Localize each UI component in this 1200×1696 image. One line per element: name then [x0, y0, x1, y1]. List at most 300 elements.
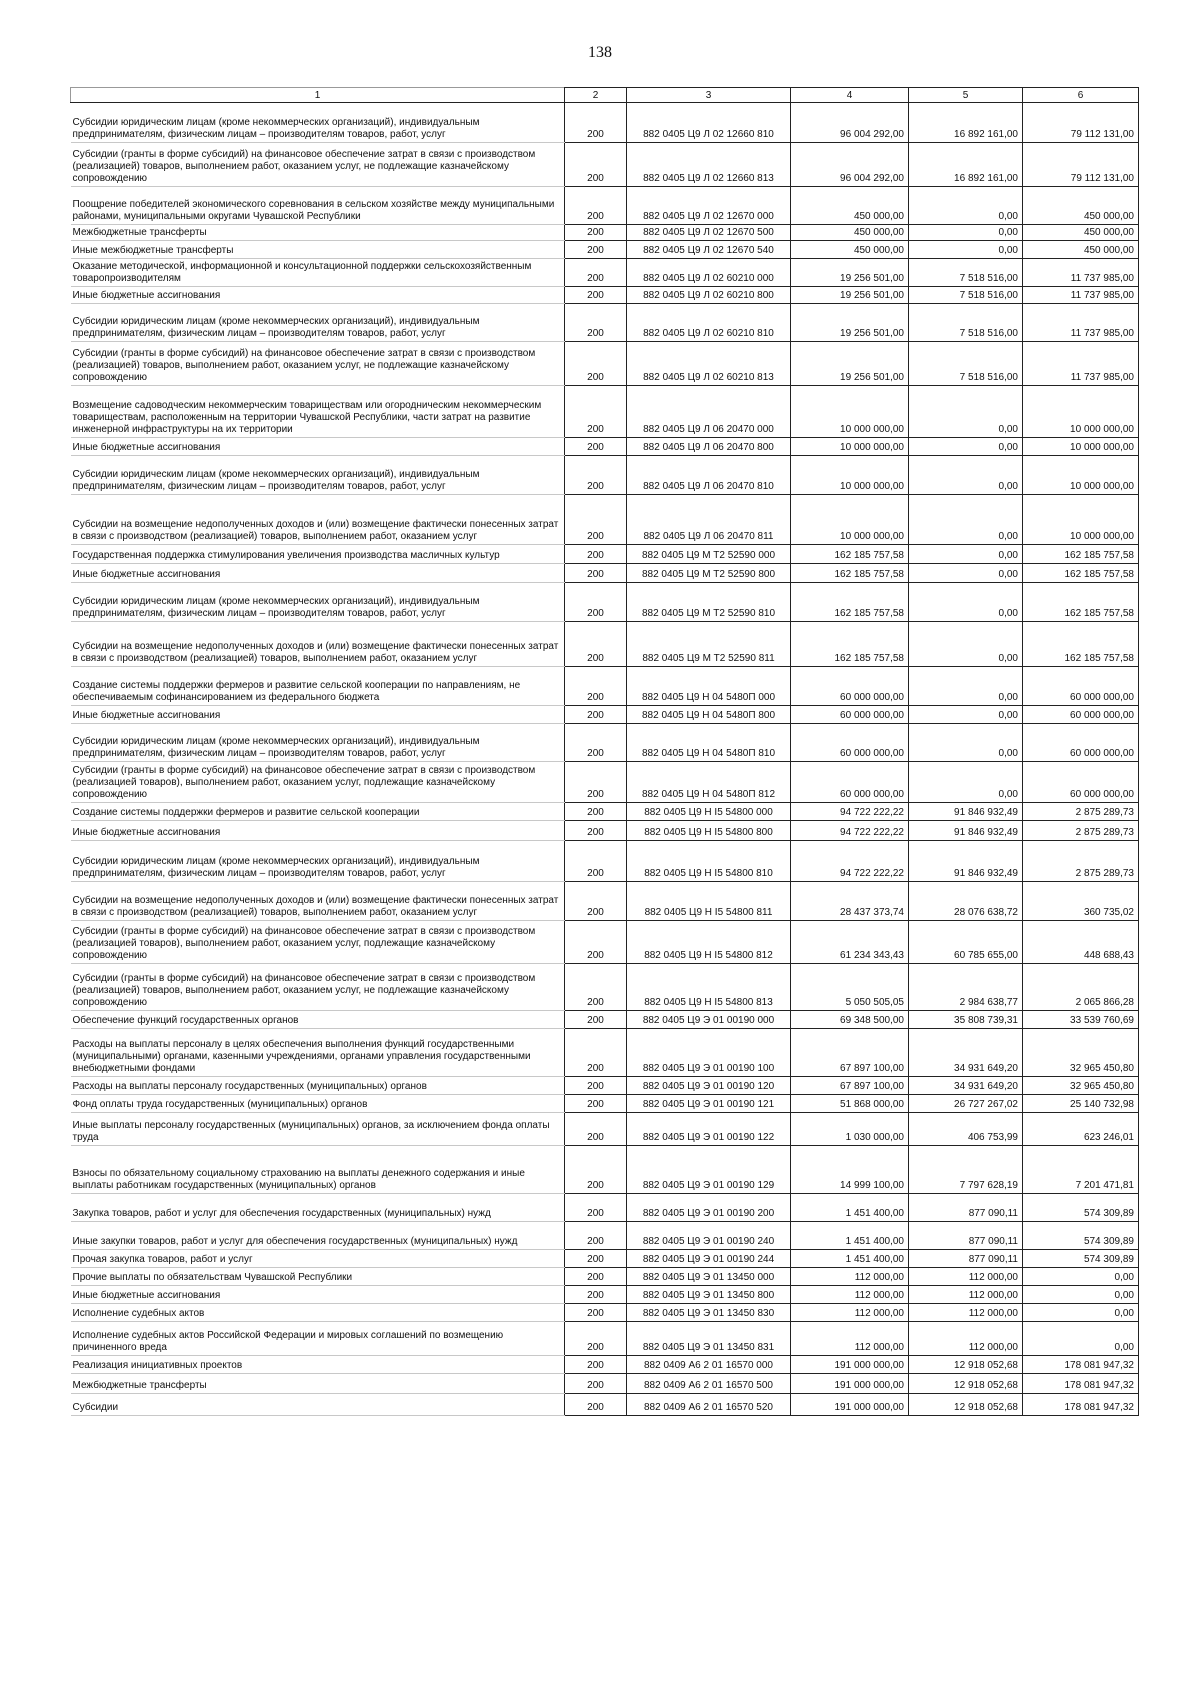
row-value-4: 1 451 400,00 [791, 1250, 909, 1268]
row-value-6: 60 000 000,00 [1023, 724, 1139, 762]
row-value-5: 877 090,11 [909, 1222, 1023, 1250]
page-number: 138 [588, 44, 612, 61]
row-col2: 200 [565, 1374, 627, 1394]
row-value-5: 112 000,00 [909, 1286, 1023, 1304]
row-code: 882 0405 Ц9 Э 01 13450 831 [627, 1322, 791, 1356]
row-name: Прочие выплаты по обязательствам Чувашской Республики [71, 1268, 565, 1286]
row-col2: 200 [565, 545, 627, 564]
header-col-6: 6 [1023, 88, 1139, 103]
row-name: Иные бюджетные ассигнования [71, 1286, 565, 1304]
budget-table [70, 87, 1139, 1416]
row-value-5: 0,00 [909, 724, 1023, 762]
row-value-5: 91 846 932,49 [909, 803, 1023, 821]
row-value-4: 450 000,00 [791, 225, 909, 241]
row-value-5: 0,00 [909, 225, 1023, 241]
table-row [71, 103, 1139, 143]
table-row [71, 1029, 1139, 1077]
row-name: Создание системы поддержки фермеров и развитие сельской кооперации [71, 803, 565, 821]
row-name: Субсидии юридическим лицам (кроме некоммерческих организаций), индивидуальным предпринимателям, физическим лицам – производителям товаров, работ, услуг [71, 724, 565, 762]
row-name: Субсидии (гранты в форме субсидий) на финансовое обеспечение затрат в связи с производством (реализацией товаров), выполнением работ, оказанием услуг, подлежащие казначейскому сопровождению [71, 762, 565, 803]
row-value-5: 60 785 655,00 [909, 921, 1023, 964]
row-code: 882 0405 Ц9 Э 01 00190 000 [627, 1011, 791, 1029]
row-name: Исполнение судебных актов [71, 1304, 565, 1322]
row-code: 882 0405 Ц9 Л 02 12660 810 [627, 103, 791, 143]
row-value-6: 11 737 985,00 [1023, 287, 1139, 304]
row-name: Исполнение судебных актов Российской Федерации и мировых соглашений по возмещению причиненного вреда [71, 1322, 565, 1356]
row-name: Иные бюджетные ассигнования [71, 706, 565, 724]
row-value-5: 877 090,11 [909, 1194, 1023, 1222]
row-code: 882 0405 Ц9 Э 01 00190 244 [627, 1250, 791, 1268]
row-value-4: 60 000 000,00 [791, 706, 909, 724]
row-value-6: 448 688,43 [1023, 921, 1139, 964]
row-value-6: 574 309,89 [1023, 1250, 1139, 1268]
table-row [71, 545, 1139, 564]
row-value-6: 10 000 000,00 [1023, 495, 1139, 545]
table-row [71, 187, 1139, 225]
row-value-6: 60 000 000,00 [1023, 706, 1139, 724]
row-col2: 200 [565, 1222, 627, 1250]
row-col2: 200 [565, 241, 627, 259]
row-value-5: 12 918 052,68 [909, 1394, 1023, 1416]
row-value-5: 7 518 516,00 [909, 287, 1023, 304]
row-value-4: 1 451 400,00 [791, 1222, 909, 1250]
row-value-5: 7 518 516,00 [909, 342, 1023, 386]
table-row [71, 564, 1139, 583]
row-col2: 200 [565, 706, 627, 724]
row-name: Субсидии на возмещение недополученных доходов и (или) возмещение фактически понесенных затрат в связи с производством (реализацией) товаров, выполнением работ, оказанием услуг [71, 622, 565, 667]
row-value-6: 574 309,89 [1023, 1194, 1139, 1222]
row-value-6: 178 081 947,32 [1023, 1356, 1139, 1374]
row-col2: 200 [565, 724, 627, 762]
row-value-4: 19 256 501,00 [791, 304, 909, 342]
table-row [71, 241, 1139, 259]
row-value-6: 32 965 450,80 [1023, 1077, 1139, 1095]
row-value-5: 406 753,99 [909, 1113, 1023, 1146]
row-code: 882 0405 Ц9 Л 06 20470 800 [627, 438, 791, 456]
table-row [71, 762, 1139, 803]
row-col2: 200 [565, 622, 627, 667]
row-value-6: 162 185 757,58 [1023, 545, 1139, 564]
table-row [71, 1194, 1139, 1222]
row-value-6: 178 081 947,32 [1023, 1374, 1139, 1394]
row-value-5: 26 727 267,02 [909, 1095, 1023, 1113]
header-col-3: 3 [627, 88, 791, 103]
row-col2: 200 [565, 1077, 627, 1095]
row-value-4: 112 000,00 [791, 1268, 909, 1286]
row-value-6: 60 000 000,00 [1023, 762, 1139, 803]
table-row [71, 259, 1139, 287]
header-col-4: 4 [791, 88, 909, 103]
row-code: 882 0405 Ц9 Н 04 5480П 800 [627, 706, 791, 724]
row-name: Субсидии (гранты в форме субсидий) на финансовое обеспечение затрат в связи с производством (реализацией товаров), выполнением работ, оказанием услуг, подлежащие казначейскому сопровождению [71, 921, 565, 964]
row-code: 882 0405 Ц9 Э 01 13450 800 [627, 1286, 791, 1304]
row-value-5: 0,00 [909, 762, 1023, 803]
row-code: 882 0405 Ц9 М Т2 52590 000 [627, 545, 791, 564]
row-value-5: 0,00 [909, 564, 1023, 583]
row-value-6: 11 737 985,00 [1023, 259, 1139, 287]
row-value-4: 60 000 000,00 [791, 667, 909, 706]
row-name: Создание системы поддержки фермеров и развитие сельской кооперации по направлениям, не обеспечиваемым софинансированием из федерального бюджета [71, 667, 565, 706]
row-col2: 200 [565, 1304, 627, 1322]
table-row [71, 386, 1139, 438]
row-value-5: 0,00 [909, 456, 1023, 495]
row-value-4: 162 185 757,58 [791, 583, 909, 622]
row-value-6: 33 539 760,69 [1023, 1011, 1139, 1029]
row-col2: 200 [565, 1113, 627, 1146]
row-value-5: 112 000,00 [909, 1322, 1023, 1356]
row-value-5: 2 984 638,77 [909, 964, 1023, 1011]
row-name: Субсидии [71, 1394, 565, 1416]
row-code: 882 0405 Ц9 Э 01 00190 122 [627, 1113, 791, 1146]
row-code: 882 0405 Ц9 Н 04 5480П 812 [627, 762, 791, 803]
row-value-5: 0,00 [909, 438, 1023, 456]
table-header-row [71, 88, 1139, 103]
row-value-6: 10 000 000,00 [1023, 456, 1139, 495]
row-col2: 200 [565, 1286, 627, 1304]
table-row [71, 1286, 1139, 1304]
row-value-5: 35 808 739,31 [909, 1011, 1023, 1029]
row-name: Обеспечение функций государственных органов [71, 1011, 565, 1029]
row-code: 882 0405 Ц9 Э 01 13450 830 [627, 1304, 791, 1322]
row-name: Субсидии юридическим лицам (кроме некоммерческих организаций), индивидуальным предпринимателям, физическим лицам – производителям товаров, работ, услуг [71, 583, 565, 622]
table-row [71, 1077, 1139, 1095]
row-col2: 200 [565, 1194, 627, 1222]
row-name: Оказание методической, информационной и консультационной поддержки сельскохозяйственным товаропроизводителям [71, 259, 565, 287]
row-col2: 200 [565, 495, 627, 545]
row-code: 882 0409 А6 2 01 16570 520 [627, 1394, 791, 1416]
row-name: Прочая закупка товаров, работ и услуг [71, 1250, 565, 1268]
row-name: Субсидии (гранты в форме субсидий) на финансовое обеспечение затрат в связи с производством (реализацией) товаров, выполнением работ, оказанием услуг, не подлежащие казначейскому сопровождению [71, 143, 565, 187]
row-value-5: 28 076 638,72 [909, 882, 1023, 921]
row-value-6: 162 185 757,58 [1023, 583, 1139, 622]
row-value-4: 28 437 373,74 [791, 882, 909, 921]
row-value-4: 1 030 000,00 [791, 1113, 909, 1146]
row-col2: 200 [565, 103, 627, 143]
row-code: 882 0405 Ц9 Л 02 12670 500 [627, 225, 791, 241]
row-value-6: 0,00 [1023, 1304, 1139, 1322]
row-value-5: 0,00 [909, 667, 1023, 706]
row-code: 882 0405 Ц9 Э 01 00190 240 [627, 1222, 791, 1250]
row-code: 882 0409 А6 2 01 16570 500 [627, 1374, 791, 1394]
row-code: 882 0405 Ц9 Л 02 60210 813 [627, 342, 791, 386]
row-value-6: 32 965 450,80 [1023, 1029, 1139, 1077]
row-name: Поощрение победителей экономического соревнования в сельском хозяйстве между муниципальными районами, муниципальными округами Чувашской Республики [71, 187, 565, 225]
row-name: Субсидии (гранты в форме субсидий) на финансовое обеспечение затрат в связи с производством (реализацией) товаров, выполнением работ, оказанием услуг, не подлежащие казначейскому сопровождению [71, 964, 565, 1011]
row-code: 882 0405 Ц9 Л 06 20470 000 [627, 386, 791, 438]
row-name: Субсидии юридическим лицам (кроме некоммерческих организаций), индивидуальным предпринимателям, физическим лицам – производителям товаров, работ, услуг [71, 304, 565, 342]
row-value-6: 162 185 757,58 [1023, 622, 1139, 667]
row-value-5: 7 518 516,00 [909, 259, 1023, 287]
table-row [71, 583, 1139, 622]
table-row [71, 304, 1139, 342]
row-value-5: 112 000,00 [909, 1304, 1023, 1322]
row-col2: 200 [565, 1011, 627, 1029]
table-row [71, 342, 1139, 386]
row-value-6: 0,00 [1023, 1286, 1139, 1304]
row-value-5: 7 797 628,19 [909, 1146, 1023, 1194]
row-name: Иные межбюджетные трансферты [71, 241, 565, 259]
row-value-6: 162 185 757,58 [1023, 564, 1139, 583]
row-name: Иные бюджетные ассигнования [71, 821, 565, 841]
row-name: Субсидии (гранты в форме субсидий) на финансовое обеспечение затрат в связи с производством (реализацией) товаров, выполнением работ, оказанием услуг, не подлежащие казначейскому сопровождению [71, 342, 565, 386]
row-value-4: 19 256 501,00 [791, 342, 909, 386]
row-value-4: 191 000 000,00 [791, 1394, 909, 1416]
table-row [71, 841, 1139, 882]
table-row [71, 1304, 1139, 1322]
row-value-6: 2 875 289,73 [1023, 803, 1139, 821]
row-code: 882 0405 Ц9 Л 02 12670 000 [627, 187, 791, 225]
header-col-1: 1 [71, 88, 565, 103]
row-code: 882 0405 Ц9 Л 06 20470 810 [627, 456, 791, 495]
row-code: 882 0405 Ц9 Э 01 00190 100 [627, 1029, 791, 1077]
row-value-6: 360 735,02 [1023, 882, 1139, 921]
row-name: Государственная поддержка стимулирования увеличения производства масличных культур [71, 545, 565, 564]
row-name: Взносы по обязательному социальному страхованию на выплаты денежного содержания и иные выплаты работникам государственных (муниципальных) органов [71, 1146, 565, 1194]
row-col2: 200 [565, 1268, 627, 1286]
row-value-4: 191 000 000,00 [791, 1374, 909, 1394]
table-row [71, 495, 1139, 545]
table-row [71, 1011, 1139, 1029]
row-col2: 200 [565, 821, 627, 841]
row-col2: 200 [565, 564, 627, 583]
row-name: Закупка товаров, работ и услуг для обеспечения государственных (муниципальных) нужд [71, 1194, 565, 1222]
row-value-4: 51 868 000,00 [791, 1095, 909, 1113]
row-value-4: 10 000 000,00 [791, 456, 909, 495]
row-col2: 200 [565, 259, 627, 287]
row-value-5: 0,00 [909, 241, 1023, 259]
row-value-4: 69 348 500,00 [791, 1011, 909, 1029]
table-body [71, 103, 1139, 1416]
row-name: Возмещение садоводческим некоммерческим товариществам или огородническим некоммерческим товариществам, расположенным на территории Чувашской Республики, части затрат на развитие инженерной инфраструктуры на их территории [71, 386, 565, 438]
row-value-5: 0,00 [909, 495, 1023, 545]
row-value-5: 12 918 052,68 [909, 1374, 1023, 1394]
row-code: 882 0405 Ц9 Л 02 12660 813 [627, 143, 791, 187]
row-code: 882 0405 Ц9 Э 01 00190 121 [627, 1095, 791, 1113]
row-name: Иные бюджетные ассигнования [71, 438, 565, 456]
row-code: 882 0405 Ц9 Н I5 54800 812 [627, 921, 791, 964]
row-name: Расходы на выплаты персоналу государственных (муниципальных) органов [71, 1077, 565, 1095]
table-row [71, 1146, 1139, 1194]
row-value-4: 60 000 000,00 [791, 724, 909, 762]
row-code: 882 0405 Ц9 Н 04 5480П 810 [627, 724, 791, 762]
row-value-4: 67 897 100,00 [791, 1077, 909, 1095]
row-value-6: 25 140 732,98 [1023, 1095, 1139, 1113]
row-value-4: 19 256 501,00 [791, 287, 909, 304]
row-value-4: 60 000 000,00 [791, 762, 909, 803]
row-code: 882 0405 Ц9 М Т2 52590 811 [627, 622, 791, 667]
table-row [71, 143, 1139, 187]
row-value-4: 94 722 222,22 [791, 841, 909, 882]
row-value-6: 10 000 000,00 [1023, 438, 1139, 456]
row-name: Субсидии юридическим лицам (кроме некоммерческих организаций), индивидуальным предпринимателям, физическим лицам – производителям товаров, работ, услуг [71, 103, 565, 143]
table-row [71, 724, 1139, 762]
row-code: 882 0405 Ц9 Л 02 60210 000 [627, 259, 791, 287]
row-value-4: 112 000,00 [791, 1286, 909, 1304]
row-value-4: 61 234 343,43 [791, 921, 909, 964]
row-col2: 200 [565, 841, 627, 882]
row-col2: 200 [565, 667, 627, 706]
row-value-6: 7 201 471,81 [1023, 1146, 1139, 1194]
row-value-6: 450 000,00 [1023, 187, 1139, 225]
row-col2: 200 [565, 1394, 627, 1416]
budget-table-container [70, 87, 1138, 1416]
table-row [71, 667, 1139, 706]
row-value-6: 623 246,01 [1023, 1113, 1139, 1146]
table-row [71, 1268, 1139, 1286]
row-value-6: 450 000,00 [1023, 241, 1139, 259]
row-col2: 200 [565, 304, 627, 342]
row-code: 882 0405 Ц9 Л 02 12670 540 [627, 241, 791, 259]
row-value-4: 450 000,00 [791, 187, 909, 225]
row-value-4: 162 185 757,58 [791, 564, 909, 583]
row-value-6: 79 112 131,00 [1023, 143, 1139, 187]
row-value-4: 112 000,00 [791, 1322, 909, 1356]
table-row [71, 1374, 1139, 1394]
row-code: 882 0405 Ц9 Э 01 13450 000 [627, 1268, 791, 1286]
row-col2: 200 [565, 386, 627, 438]
row-code: 882 0405 Ц9 Н I5 54800 810 [627, 841, 791, 882]
row-name: Фонд оплаты труда государственных (муниципальных) органов [71, 1095, 565, 1113]
row-col2: 200 [565, 964, 627, 1011]
row-col2: 200 [565, 225, 627, 241]
row-value-4: 162 185 757,58 [791, 622, 909, 667]
row-code: 882 0405 Ц9 Н I5 54800 811 [627, 882, 791, 921]
row-code: 882 0405 Ц9 Л 02 60210 810 [627, 304, 791, 342]
header-col-2: 2 [565, 88, 627, 103]
row-col2: 200 [565, 583, 627, 622]
row-value-4: 94 722 222,22 [791, 821, 909, 841]
row-value-5: 877 090,11 [909, 1250, 1023, 1268]
row-col2: 200 [565, 1029, 627, 1077]
table-row [71, 622, 1139, 667]
table-row [71, 1222, 1139, 1250]
row-code: 882 0405 Ц9 Н I5 54800 000 [627, 803, 791, 821]
row-value-4: 19 256 501,00 [791, 259, 909, 287]
row-value-5: 34 931 649,20 [909, 1077, 1023, 1095]
row-col2: 200 [565, 342, 627, 386]
row-name: Субсидии на возмещение недополученных доходов и (или) возмещение фактически понесенных затрат в связи с производством (реализацией) товаров, выполнением работ, оказанием услуг [71, 495, 565, 545]
table-row [71, 287, 1139, 304]
row-name: Иные выплаты персоналу государственных (муниципальных) органов, за исключением фонда оплаты труда [71, 1113, 565, 1146]
row-col2: 200 [565, 1250, 627, 1268]
row-code: 882 0405 Ц9 М Т2 52590 800 [627, 564, 791, 583]
row-value-5: 91 846 932,49 [909, 841, 1023, 882]
row-col2: 200 [565, 438, 627, 456]
row-name: Реализация инициативных проектов [71, 1356, 565, 1374]
row-value-5: 0,00 [909, 622, 1023, 667]
row-value-4: 450 000,00 [791, 241, 909, 259]
row-value-5: 0,00 [909, 386, 1023, 438]
row-col2: 200 [565, 1146, 627, 1194]
row-name: Расходы на выплаты персоналу в целях обеспечения выполнения функций государственными (муниципальными) органами, казенными учреждениями, органами управления государственными внебюджетными фондами [71, 1029, 565, 1077]
row-col2: 200 [565, 1356, 627, 1374]
table-row [71, 821, 1139, 841]
table-row [71, 921, 1139, 964]
row-value-4: 1 451 400,00 [791, 1194, 909, 1222]
row-name: Субсидии юридическим лицам (кроме некоммерческих организаций), индивидуальным предпринимателям, физическим лицам – производителям товаров, работ, услуг [71, 456, 565, 495]
row-value-6: 79 112 131,00 [1023, 103, 1139, 143]
row-value-4: 94 722 222,22 [791, 803, 909, 821]
row-code: 882 0405 Ц9 Э 01 00190 120 [627, 1077, 791, 1095]
table-row [71, 225, 1139, 241]
table-row [71, 1095, 1139, 1113]
row-value-6: 10 000 000,00 [1023, 386, 1139, 438]
row-value-6: 2 875 289,73 [1023, 841, 1139, 882]
row-value-5: 16 892 161,00 [909, 143, 1023, 187]
row-value-6: 574 309,89 [1023, 1222, 1139, 1250]
table-row [71, 1250, 1139, 1268]
row-value-5: 0,00 [909, 545, 1023, 564]
row-col2: 200 [565, 456, 627, 495]
row-name: Иные бюджетные ассигнования [71, 287, 565, 304]
row-code: 882 0405 Ц9 Н I5 54800 813 [627, 964, 791, 1011]
header-col-5: 5 [909, 88, 1023, 103]
row-code: 882 0405 Ц9 Н I5 54800 800 [627, 821, 791, 841]
row-value-4: 10 000 000,00 [791, 386, 909, 438]
row-col2: 200 [565, 287, 627, 304]
row-code: 882 0405 Ц9 Э 01 00190 129 [627, 1146, 791, 1194]
row-col2: 200 [565, 187, 627, 225]
row-code: 882 0405 Ц9 Н 04 5480П 000 [627, 667, 791, 706]
row-value-4: 10 000 000,00 [791, 495, 909, 545]
table-row [71, 456, 1139, 495]
row-value-5: 91 846 932,49 [909, 821, 1023, 841]
row-col2: 200 [565, 882, 627, 921]
row-value-4: 5 050 505,05 [791, 964, 909, 1011]
row-value-4: 112 000,00 [791, 1304, 909, 1322]
table-row [71, 882, 1139, 921]
row-code: 882 0405 Ц9 Л 06 20470 811 [627, 495, 791, 545]
table-row [71, 964, 1139, 1011]
row-value-5: 0,00 [909, 706, 1023, 724]
row-value-5: 112 000,00 [909, 1268, 1023, 1286]
row-value-6: 60 000 000,00 [1023, 667, 1139, 706]
row-value-6: 11 737 985,00 [1023, 342, 1139, 386]
row-value-4: 162 185 757,58 [791, 545, 909, 564]
table-row [71, 1322, 1139, 1356]
row-col2: 200 [565, 1322, 627, 1356]
row-value-6: 178 081 947,32 [1023, 1394, 1139, 1416]
row-name: Иные бюджетные ассигнования [71, 564, 565, 583]
row-col2: 200 [565, 762, 627, 803]
row-col2: 200 [565, 1095, 627, 1113]
row-value-4: 191 000 000,00 [791, 1356, 909, 1374]
row-value-5: 16 892 161,00 [909, 103, 1023, 143]
row-value-5: 7 518 516,00 [909, 304, 1023, 342]
row-value-6: 11 737 985,00 [1023, 304, 1139, 342]
table-row [71, 706, 1139, 724]
row-code: 882 0405 Ц9 М Т2 52590 810 [627, 583, 791, 622]
table-row [71, 1356, 1139, 1374]
row-value-6: 450 000,00 [1023, 225, 1139, 241]
table-row [71, 1113, 1139, 1146]
row-value-4: 96 004 292,00 [791, 103, 909, 143]
row-value-4: 10 000 000,00 [791, 438, 909, 456]
row-value-5: 0,00 [909, 583, 1023, 622]
row-name: Межбюджетные трансферты [71, 225, 565, 241]
row-col2: 200 [565, 143, 627, 187]
row-code: 882 0405 Ц9 Л 02 60210 800 [627, 287, 791, 304]
row-col2: 200 [565, 803, 627, 821]
row-name: Субсидии юридическим лицам (кроме некоммерческих организаций), индивидуальным предпринимателям, физическим лицам – производителям товаров, работ, услуг [71, 841, 565, 882]
table-row [71, 1394, 1139, 1416]
row-value-6: 0,00 [1023, 1322, 1139, 1356]
table-row [71, 438, 1139, 456]
row-code: 882 0405 Ц9 Э 01 00190 200 [627, 1194, 791, 1222]
row-value-5: 12 918 052,68 [909, 1356, 1023, 1374]
table-row [71, 803, 1139, 821]
row-value-6: 2 065 866,28 [1023, 964, 1139, 1011]
